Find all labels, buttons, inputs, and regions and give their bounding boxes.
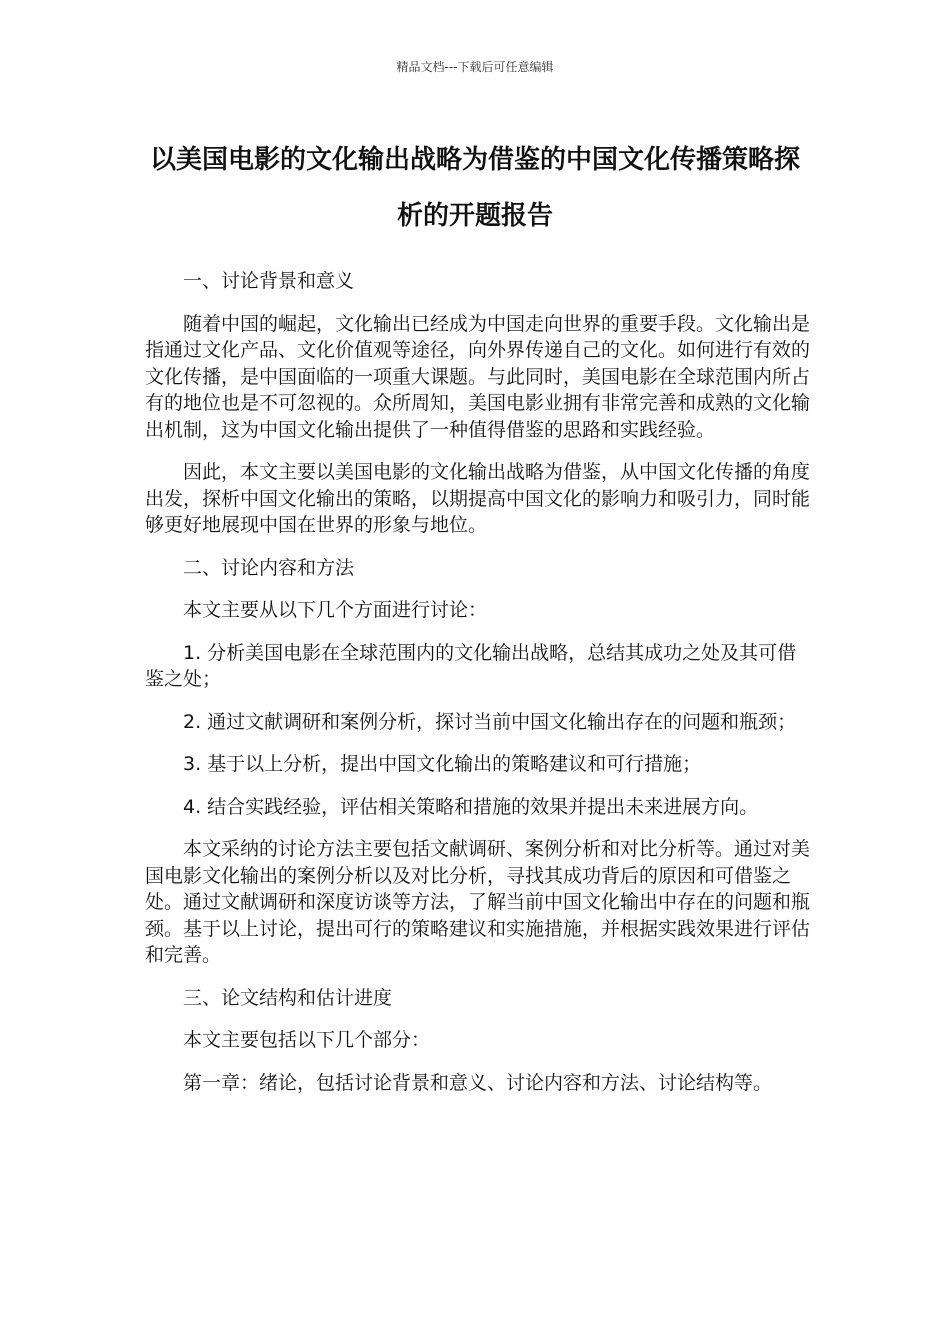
- paragraph: 随着中国的崛起，文化输出已经成为中国走向世界的重要手段。文化输出是指通过文化产品、文化价值观等途径，向外界传递自己的文化。如何进行有效的文化传播，是中国面临的一项重大课题。与此同时，美国电影在全球范围内所占有的地位也是不可忽视的。众所周知，美国电影业拥有非常完善和成熟的文化输出机制，这为中国文化输出提供了一种值得借鉴的思路和实践经验。: [145, 312, 811, 441]
- paragraph: 本文采纳的讨论方法主要包括文献调研、案例分析和对比分析等。通过对美国电影文化输出的案例分析以及对比分析，寻找其成功背后的原因和可借鉴之处。通过文献调研和深度访谈等方法，了解当前中国文化输出中存在的问题和瓶颈。基于以上讨论，提出可行的策略建议和实施措施，并根据实践效果进行评估和完善。: [145, 838, 811, 966]
- list-item: 3. 基于以上分析，提出中国文化输出的策略建议和可行措施；: [183, 753, 702, 775]
- header-note: 精品文档---下载后可任意编辑: [396, 60, 554, 74]
- list-item: 1. 分析美国电影在全球范围内的文化输出战略，总结其成功之处及其可借鉴之处；: [145, 641, 797, 690]
- list-item: 4. 结合实践经验，评估相关策略和措施的效果并提出未来进展方向。: [183, 795, 759, 818]
- document-body: [145, 268, 810, 1112]
- list-item: 2. 通过文献调研和案例分析，探讨当前中国文化输出存在的问题和瓶颈；: [183, 710, 797, 733]
- section-heading-structure: 三、论文结构和估计进度: [183, 986, 393, 1009]
- paragraph: 因此，本文主要以美国电影的文化输出战略为借鉴，从中国文化传播的角度出发，探析中国文化输出的策略，以期提高中国文化的影响力和吸引力，同时能够更好地展现中国在世界的形象与地位。: [145, 461, 811, 536]
- paragraph: 本文主要包括以下几个部分：: [183, 1029, 431, 1051]
- section-heading-background: 一、讨论背景和意义: [183, 270, 355, 292]
- paragraph: 第一章：绪论，包括讨论背景和意义、讨论内容和方法、讨论结构等。: [183, 1071, 773, 1094]
- document-title: 以美国电影的文化输出战略为借鉴的中国文化传播策略探析的开题报告: [149, 145, 800, 231]
- section-heading-content-methods: 二、讨论内容和方法: [183, 556, 355, 579]
- paragraph: 本文主要从以下几个方面进行讨论：: [183, 599, 488, 621]
